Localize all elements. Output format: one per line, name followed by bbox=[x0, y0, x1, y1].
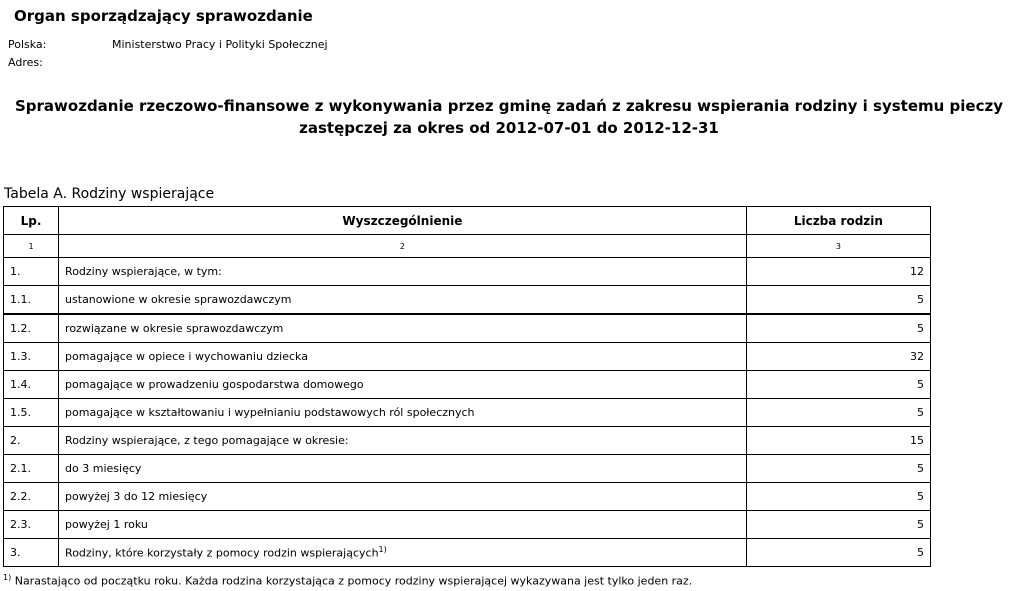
row-value: 12 bbox=[746, 258, 930, 286]
organ-country-value: Ministerstwo Pracy i Polityki Społecznej bbox=[112, 38, 328, 51]
row-description-cell bbox=[59, 539, 747, 567]
row-value: 32 bbox=[746, 343, 930, 371]
row-value: 5 bbox=[746, 455, 930, 483]
report-title bbox=[0, 95, 1018, 139]
row-description: Rodziny wspierające, z tego pomagające w okresie: bbox=[59, 427, 747, 455]
column-number: 3 bbox=[746, 235, 930, 258]
table-row bbox=[4, 314, 931, 343]
row-description: powyżej 1 roku bbox=[59, 511, 747, 539]
footnote-marker: 1) bbox=[3, 573, 12, 582]
row-description: do 3 miesięcy bbox=[59, 455, 747, 483]
organ-country-label: Polska: bbox=[8, 38, 47, 51]
organ-country-row bbox=[8, 38, 328, 51]
row-value: 5 bbox=[746, 399, 930, 427]
row-value: 5 bbox=[746, 371, 930, 399]
footnote bbox=[3, 573, 692, 588]
row-value: 5 bbox=[746, 286, 930, 315]
table-caption: Tabela A. Rodziny wspierające bbox=[4, 186, 215, 202]
table-header-row bbox=[4, 207, 931, 235]
row-lp: 1.4. bbox=[4, 371, 59, 399]
table-row bbox=[4, 427, 931, 455]
column-number: 2 bbox=[59, 235, 747, 258]
row-value: 5 bbox=[746, 483, 930, 511]
row-lp: 1.2. bbox=[4, 314, 59, 343]
row-lp: 1.5. bbox=[4, 399, 59, 427]
row-description: rozwiązane w okresie sprawozdawczym bbox=[59, 314, 747, 343]
row-description: powyżej 3 do 12 miesięcy bbox=[59, 483, 747, 511]
row-lp: 2.3. bbox=[4, 511, 59, 539]
row-lp: 2.1. bbox=[4, 455, 59, 483]
row-lp: 2. bbox=[4, 427, 59, 455]
row-description: pomagające w prowadzeniu gospodarstwa domowego bbox=[59, 371, 747, 399]
row-description: pomagające w kształtowaniu i wypełnianiu podstawowych ról społecznych bbox=[59, 399, 747, 427]
families-table bbox=[3, 206, 931, 567]
column-number-row bbox=[4, 235, 931, 258]
row-value: 5 bbox=[746, 314, 930, 343]
report-title-line1: Sprawozdanie rzeczowo-finansowe z wykonywania przez gminę zadań z zakresu wspierania rodziny i systemu pieczy bbox=[14, 97, 1003, 115]
table-row bbox=[4, 371, 931, 399]
table-row bbox=[4, 258, 931, 286]
row-lp: 2.2. bbox=[4, 483, 59, 511]
organ-address-row bbox=[8, 56, 112, 69]
row-lp: 1.1. bbox=[4, 286, 59, 315]
table-row bbox=[4, 455, 931, 483]
organ-address-label: Adres: bbox=[8, 56, 43, 69]
footnote-text: Narastająco od początku roku. Każda rodzina korzystająca z pomocy rodziny wspierającej wykazywana jest tylko jeden raz. bbox=[11, 574, 693, 588]
table-row bbox=[4, 286, 931, 315]
header-lp: Lp. bbox=[4, 207, 59, 235]
organ-title: Organ sporządzający sprawozdanie bbox=[14, 7, 313, 25]
row-description: Rodziny, które korzystały z pomocy rodzin wspierających bbox=[65, 546, 379, 560]
row-description: ustanowione w okresie sprawozdawczym bbox=[59, 286, 747, 315]
row-lp: 1. bbox=[4, 258, 59, 286]
table-row bbox=[4, 483, 931, 511]
row-lp: 1.3. bbox=[4, 343, 59, 371]
table-row bbox=[4, 343, 931, 371]
row-value: 5 bbox=[746, 539, 930, 567]
row-description: Rodziny wspierające, w tym: bbox=[59, 258, 747, 286]
table-row bbox=[4, 399, 931, 427]
row-value: 5 bbox=[746, 511, 930, 539]
footnote-ref: 1) bbox=[378, 545, 387, 555]
header-count: Liczba rodzin bbox=[746, 207, 930, 235]
report-title-line2: zastępczej za okres od 2012-07-01 do 2012-12-31 bbox=[299, 119, 719, 137]
row-lp: 3. bbox=[4, 539, 59, 567]
row-description: pomagające w opiece i wychowaniu dziecka bbox=[59, 343, 747, 371]
column-number: 1 bbox=[4, 235, 59, 258]
header-description: Wyszczególnienie bbox=[59, 207, 747, 235]
table-row bbox=[4, 511, 931, 539]
table-row bbox=[4, 539, 931, 567]
row-value: 15 bbox=[746, 427, 930, 455]
